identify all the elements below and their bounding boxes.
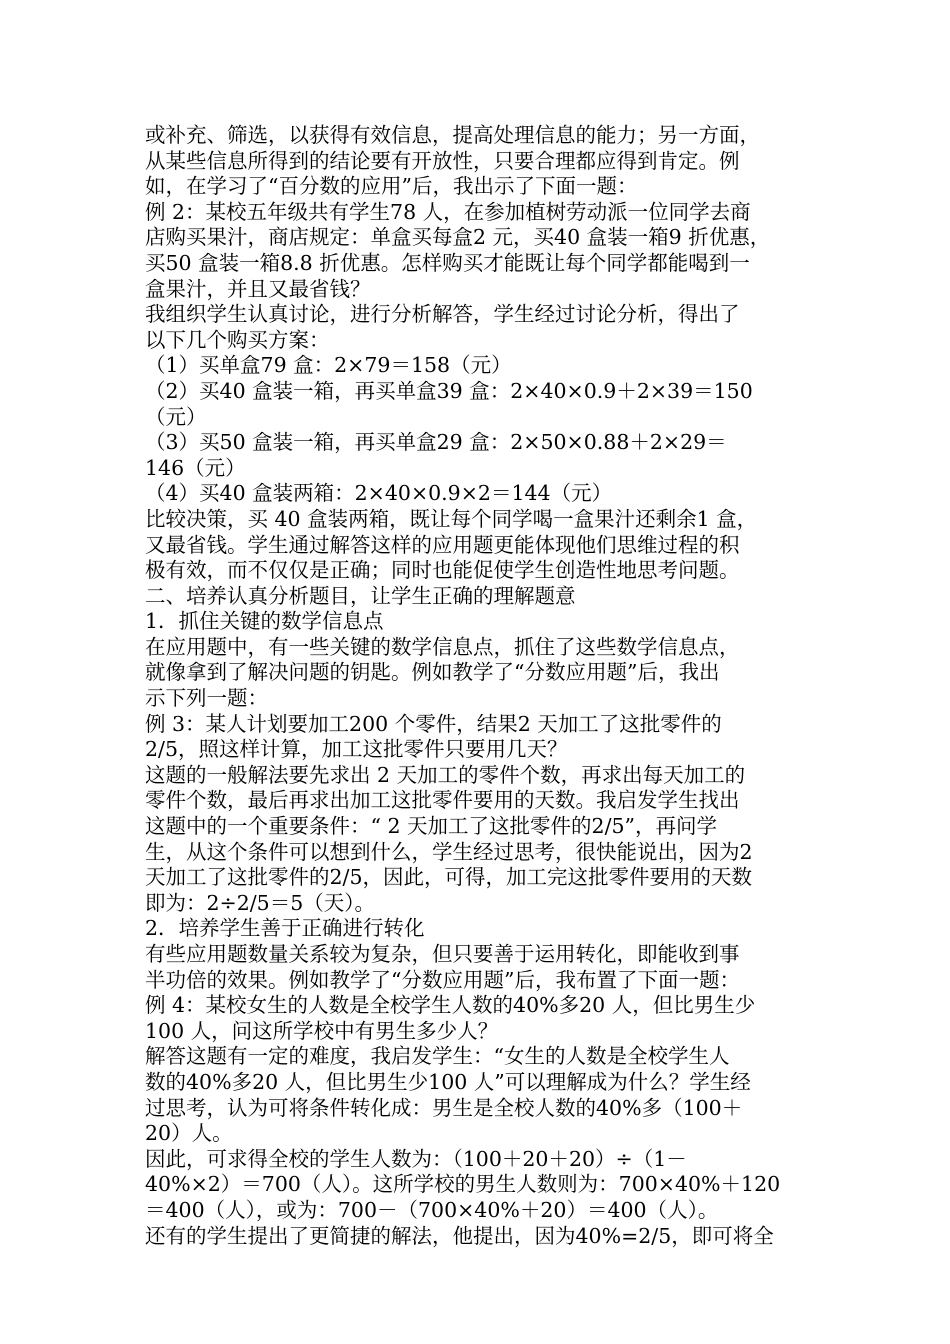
subsection-heading: 1．抓住关键的数学信息点 [145,609,384,634]
text-line: 有些应用题数量关系较为复杂，但只要善于运用转化，即能收到事 [145,942,740,966]
text-line: 极有效，而不仅仅是正确；同时也能促使学生创造性地思考问题。 [145,558,740,583]
text-line: （4）买40 盒装两箱：2×40×0.9×2＝144（元） [145,481,613,506]
text-line: 因此，可求得全校的学生人数为：（100＋20＋20）÷（1－ [145,1146,687,1171]
text-line: 以下几个购买方案： [145,327,330,352]
text-line: （3）买50 盒装一箱，再买单盒29 盒：2×50×0.88＋2×29＝ [145,430,727,455]
text-line: 半功倍的效果。例如教学了“分数应用题”后，我布置了下面一题： [145,967,740,992]
text-line: 生，从这个条件可以想到什么，学生经过思考，很快能说出，因为2 [145,839,753,864]
text-line: 或补充、筛选，以获得有效信息，提高处理信息的能力；另一方面， [145,123,760,147]
text-line: 店购买果汁，商店规定：单盒买每盒2 元，买40 盒装一箱9 折优惠， [145,225,771,250]
text-line: 146（元） [145,455,246,480]
text-line: （1）买单盒79 盒：2×79＝158（元） [145,353,512,378]
text-line: 又最省钱。学生通过解答这样的应用题更能体现他们思维过程的积 [145,532,740,557]
text-line: 40%×2）＝700（人）。这所学校的男生人数则为：700×40%＋120 [145,1172,781,1197]
text-line: 20）人。 [145,1121,233,1146]
text-line: 盒果汁，并且又最省钱？ [145,276,371,301]
text-line: 在应用题中，有一些关键的数学信息点，抓住了这些数学信息点， [145,634,740,659]
section-heading: 二、培养认真分析题目，让学生正确的理解题意 [145,583,576,608]
text-line: 这题的一般解法要先求出 2 天加工的零件个数，再求出每天加工的 [145,762,746,787]
text-line: （元） [145,404,207,429]
text-line: 例 4：某校女生的人数是全校学生人数的40%多20 人，但比男生少 [145,993,756,1018]
text-line: 100 人，问这所学校中有男生多少人？ [145,1018,499,1043]
text-line: 例 3：某人计划要加工200 个零件，结果2 天加工了这批零件的 [145,711,722,736]
text-line: （2）买40 盒装一箱，再买单盒39 盒：2×40×0.9＋2×39＝150 [145,378,753,403]
text-line: 如，在学习了“百分数的应用”后，我出示了下面一题： [145,174,638,199]
text-line: 2/5，照这样计算，加工这批零件只要用几天？ [145,737,568,762]
text-line: 解答这题有一定的难度，我启发学生：“女生的人数是全校学生人 [145,1044,730,1069]
text-line: 数的40%多20 人，但比男生少100 人”可以理解成为什么？学生经 [145,1069,751,1094]
text-line: 示下列一题： [145,686,268,711]
text-line: 过思考，认为可将条件转化成：男生是全校人数的40%多（100＋ [145,1095,743,1120]
text-line: ＝400（人），或为：700－（700×40%＋20）＝400（人）。 [145,1197,719,1222]
text-line: 我组织学生认真讨论，进行分析解答，学生经过讨论分析，得出了 [145,302,740,327]
subsection-heading: 2．培养学生善于正确进行转化 [145,916,425,941]
document-body [145,123,825,1249]
text-line: 这题中的一个重要条件：“ 2 天加工了这批零件的2/5”，再问学 [145,814,718,839]
text-line: 比较决策，买 40 盒装两箱，既让每个同学喝一盒果汁还剩余1 盒， [145,506,758,531]
text-line: 即为：2÷2/5＝5（天）。 [145,890,376,915]
text-line: 买50 盒装一箱8.8 折优惠。怎样购买才能既让每个同学都能喝到一 [145,250,750,275]
text-line: 还有的学生提出了更简捷的解法，他提出，因为40%=2/5，即可将全 [145,1223,774,1248]
text-line: 天加工了这批零件的2/5，因此，可得，加工完这批零件要用的天数 [145,865,752,890]
text-line: 例 2：某校五年级共有学生78 人，在参加植树劳动派一位同学去商 [145,199,751,224]
text-line: 零件个数，最后再求出加工这批零件要用的天数。我启发学生找出 [145,788,740,813]
text-line: 从某些信息所得到的结论要有开放性，只要合理都应得到肯定。例 [145,148,740,173]
text-line: 就像拿到了解决问题的钥匙。例如教学了“分数应用题”后，我出 [145,660,720,685]
